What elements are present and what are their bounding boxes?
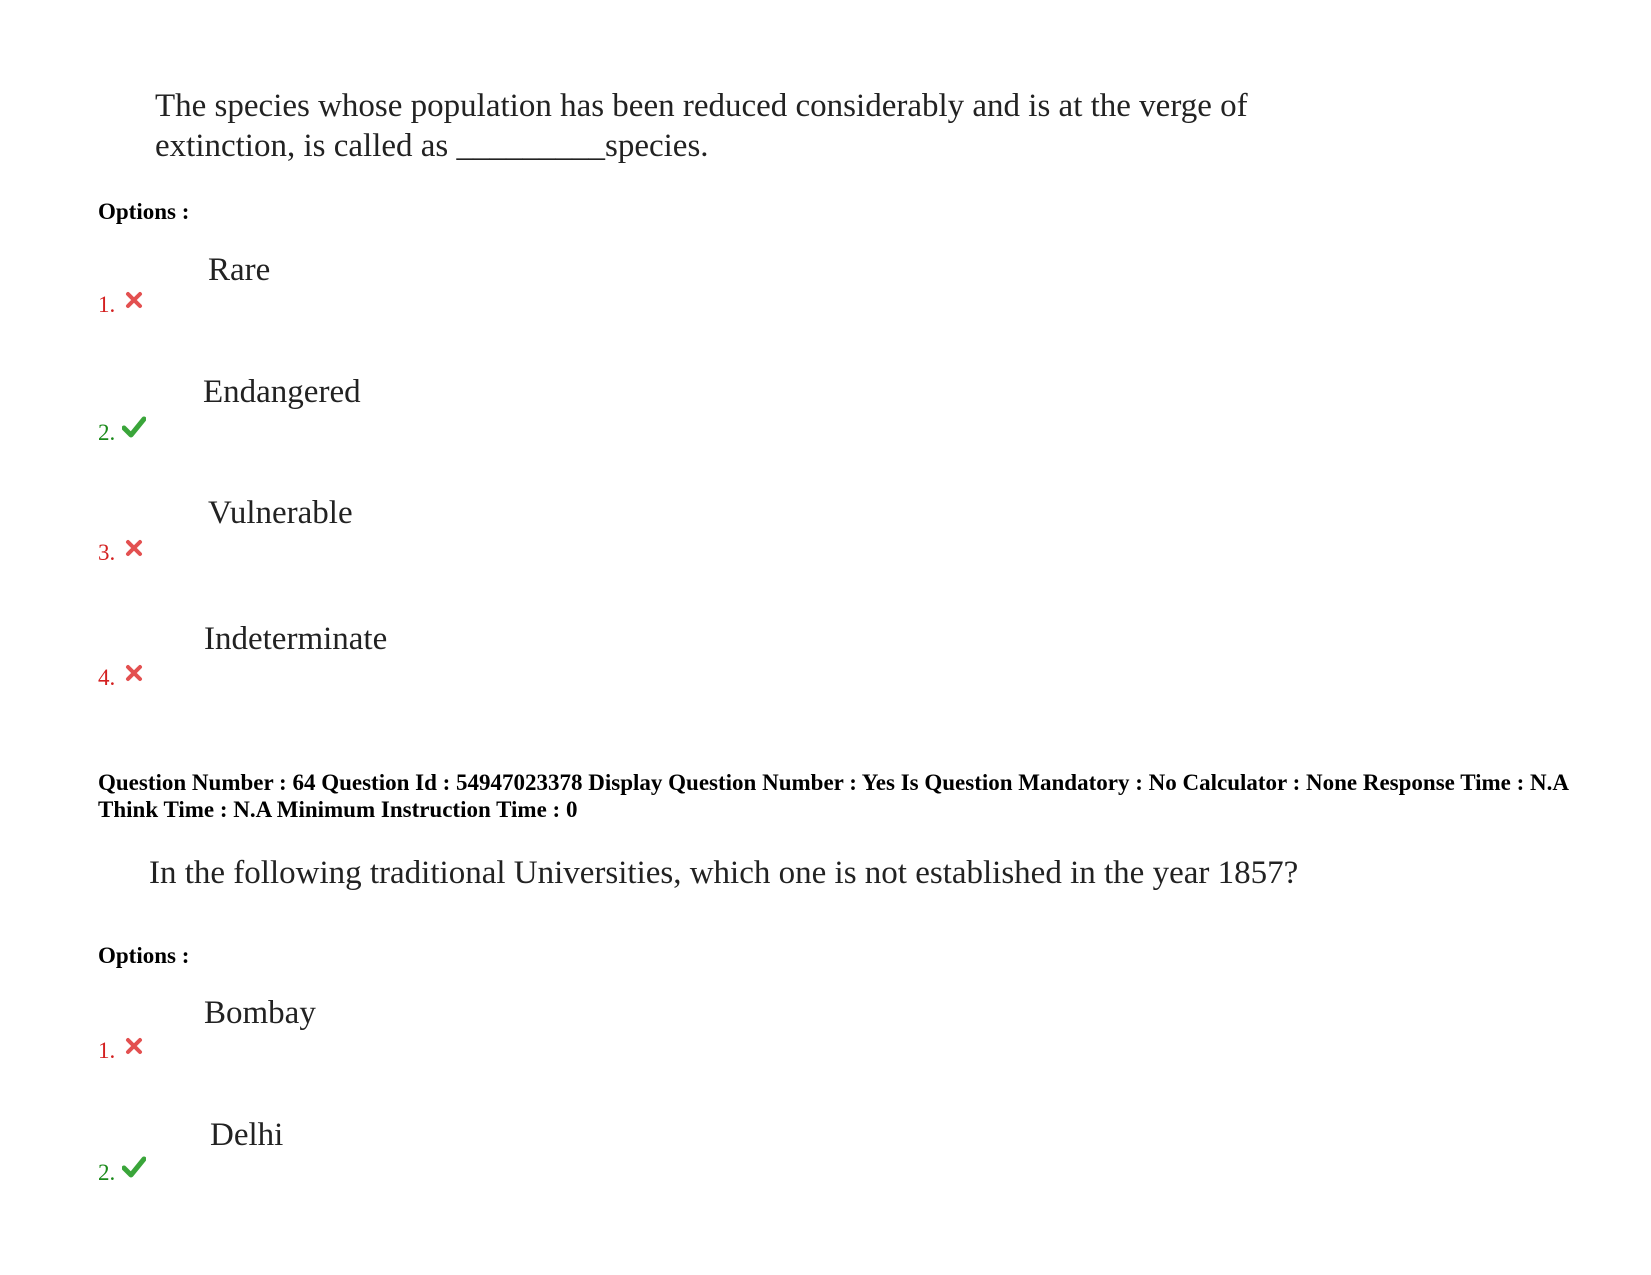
option-number: 3. <box>98 540 116 565</box>
question-metadata: Question Number : 64 Question Id : 54947023378 Display Question Number : Yes Is Question Mandatory : No Calculator : None Response Time : N.A Think Time : N.A Minimum Instruction Time : 0 <box>98 770 1568 822</box>
cross-icon <box>125 291 143 309</box>
cross-icon <box>125 539 143 557</box>
option-number: 2. <box>98 420 116 445</box>
question-text: In the following traditional Universities, which one is not established in the year 1857? <box>149 855 1299 891</box>
check-icon <box>122 416 146 438</box>
option-text: Vulnerable <box>208 495 353 531</box>
options-heading: Options : <box>98 199 190 224</box>
option-number: 1. <box>98 292 116 317</box>
option-number: 1. <box>98 1038 116 1063</box>
answer-blank: _________ <box>456 128 605 164</box>
question-text-line1: The species whose population has been reduced considerably and is at the verge of <box>155 88 1248 124</box>
question-text-part: species. <box>605 128 709 164</box>
question-text <box>155 86 1555 166</box>
check-icon <box>122 1156 146 1178</box>
option-number: 4. <box>98 665 116 690</box>
cross-icon <box>125 1037 143 1055</box>
option-text: Bombay <box>204 995 316 1031</box>
question-text-line2 <box>155 126 1555 166</box>
option-text: Rare <box>208 252 271 288</box>
option-text: Delhi <box>210 1117 284 1153</box>
option-number: 2. <box>98 1160 116 1185</box>
question-text-part: extinction, is called as <box>155 128 457 164</box>
options-heading: Options : <box>98 943 190 968</box>
option-text: Indeterminate <box>204 621 388 657</box>
cross-icon <box>125 664 143 682</box>
option-text: Endangered <box>203 374 361 410</box>
